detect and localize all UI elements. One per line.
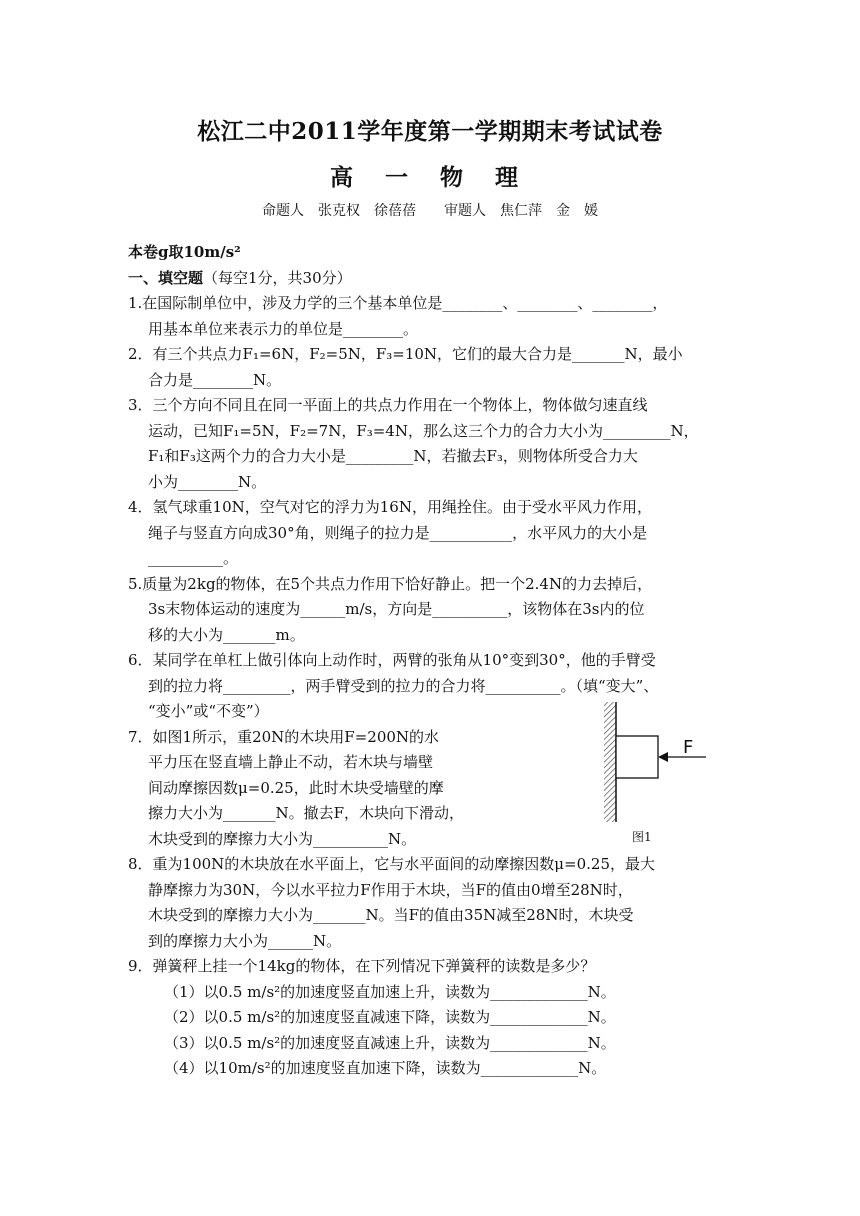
- question-9: [128, 954, 732, 1082]
- exam-authors: 命题人 张克权 徐蓓蓓 审题人 焦仁萍 金 媛: [262, 203, 598, 219]
- question-line: 擦力大小为_______N。撤去F，木块向下滑动，: [148, 804, 465, 822]
- question-line: （3）以0.5 m/s²的加速度竖直减速上升，读数为_____________N。: [164, 1033, 616, 1052]
- question-line: 移的大小为_______m。: [148, 625, 305, 644]
- question-line: （4）以10m/s²的加速度竖直加速下降，读数为_____________N。: [164, 1059, 607, 1077]
- question-2: [128, 342, 732, 393]
- question-8: [128, 852, 732, 954]
- question-line: 小为________N。: [148, 472, 267, 491]
- question-line: 3s末物体运动的速度为______m/s，方向是__________，该物体在3s内的位: [148, 600, 645, 618]
- force-arrowhead: [658, 752, 668, 762]
- question-line: 7．如图1所示，重20N的木块用F=200N的水: [128, 727, 440, 746]
- question-line: 间动摩擦因数μ=0.25，此时木块受墙壁的摩: [148, 778, 444, 797]
- exam-subject: 高 一 物 理: [329, 164, 531, 191]
- wood-block: [616, 736, 658, 778]
- question-line: 合力是________N。: [148, 370, 282, 389]
- question-line: 到的拉力将_________，两手臂受到的拉力的合力将__________。（填“变大”、: [148, 676, 659, 695]
- gravity-note: 本卷g取10m/s²: [128, 243, 241, 261]
- question-7: [128, 725, 500, 853]
- question-line: 木块受到的摩擦力大小为_______N。当F的值由35N减至28N时，木块受: [148, 906, 634, 924]
- figure-caption: 图1: [632, 830, 652, 844]
- question-line: 用基本单位来表示力的单位是________。: [148, 319, 419, 338]
- question-3: [128, 393, 732, 495]
- question-line: 1.在国际制单位中，涉及力学的三个基本单位是________、________、________，: [128, 294, 668, 312]
- question-line: “变小”或“不变”）: [148, 702, 269, 720]
- exam-body: [128, 240, 732, 1082]
- question-line: 绳子与竖直方向成30°角，则绳子的拉力是___________，水平风力的大小是: [148, 523, 648, 542]
- wall-hatch: [604, 702, 616, 822]
- question-line: （1）以0.5 m/s²的加速度竖直加速上升，读数为_____________N。: [164, 982, 616, 1001]
- exam-title: 松江二中2011学年度第一学期期末考试试卷: [197, 118, 663, 145]
- question-line: 运动，已知F₁=5N，F₂=7N，F₃=4N，那么这三个力的合力大小为_________N，: [148, 421, 699, 440]
- question-line: __________。: [148, 549, 239, 567]
- question-line: 到的摩擦力大小为______N。: [148, 931, 342, 950]
- question-line: 平力压在竖直墙上静止不动，若木块与墙壁: [148, 753, 434, 771]
- question-line: 6．某同学在单杠上做引体向上动作时，两臂的张角从10°变到30°，他的手臂受: [128, 651, 656, 669]
- section-title: 一、填空题: [128, 268, 204, 287]
- section-heading: [128, 266, 732, 292]
- question-line: 3．三个方向不同且在同一平面上的共点力作用在一个物体上，物体做匀速直线: [128, 396, 648, 414]
- question-line: 9．弹簧秤上挂一个14kg的物体，在下列情况下弹簧秤的读数是多少？: [128, 957, 596, 975]
- question-line: 静摩擦力为30N，今以水平拉力F作用于木块，当F的值由0增至28N时，: [148, 880, 633, 899]
- force-label: F: [683, 737, 694, 758]
- question-line: 木块受到的摩擦力大小为__________N。: [148, 829, 417, 848]
- question-1: [128, 291, 732, 342]
- question-line: F₁和F₃这两个力的合力大小是_________N，若撤去F₃，则物体所受合力大: [148, 447, 638, 465]
- question-line: （2）以0.5 m/s²的加速度竖直减速下降，读数为_____________N。: [164, 1008, 616, 1026]
- question-line: 5.质量为2kg的物体，在5个共点力作用下恰好静止。把一个2.4N的力去掉后，: [128, 574, 653, 593]
- figure-1-diagram: [596, 702, 726, 847]
- question-5: [128, 572, 732, 649]
- question-line: 2．有三个共点力F₁=6N，F₂=5N，F₃=10N，它们的最大合力是_______N，最小: [128, 345, 683, 363]
- question-line: 4．氢气球重10N，空气对它的浮力为16N，用绳拴住。由于受水平风力作用，: [128, 498, 652, 516]
- section-desc: （每空1分，共30分）: [203, 268, 352, 287]
- question-4: [128, 495, 732, 572]
- question-line: 8．重为100N的木块放在水平面上，它与水平面间的动摩擦因数μ=0.25，最大: [128, 855, 656, 873]
